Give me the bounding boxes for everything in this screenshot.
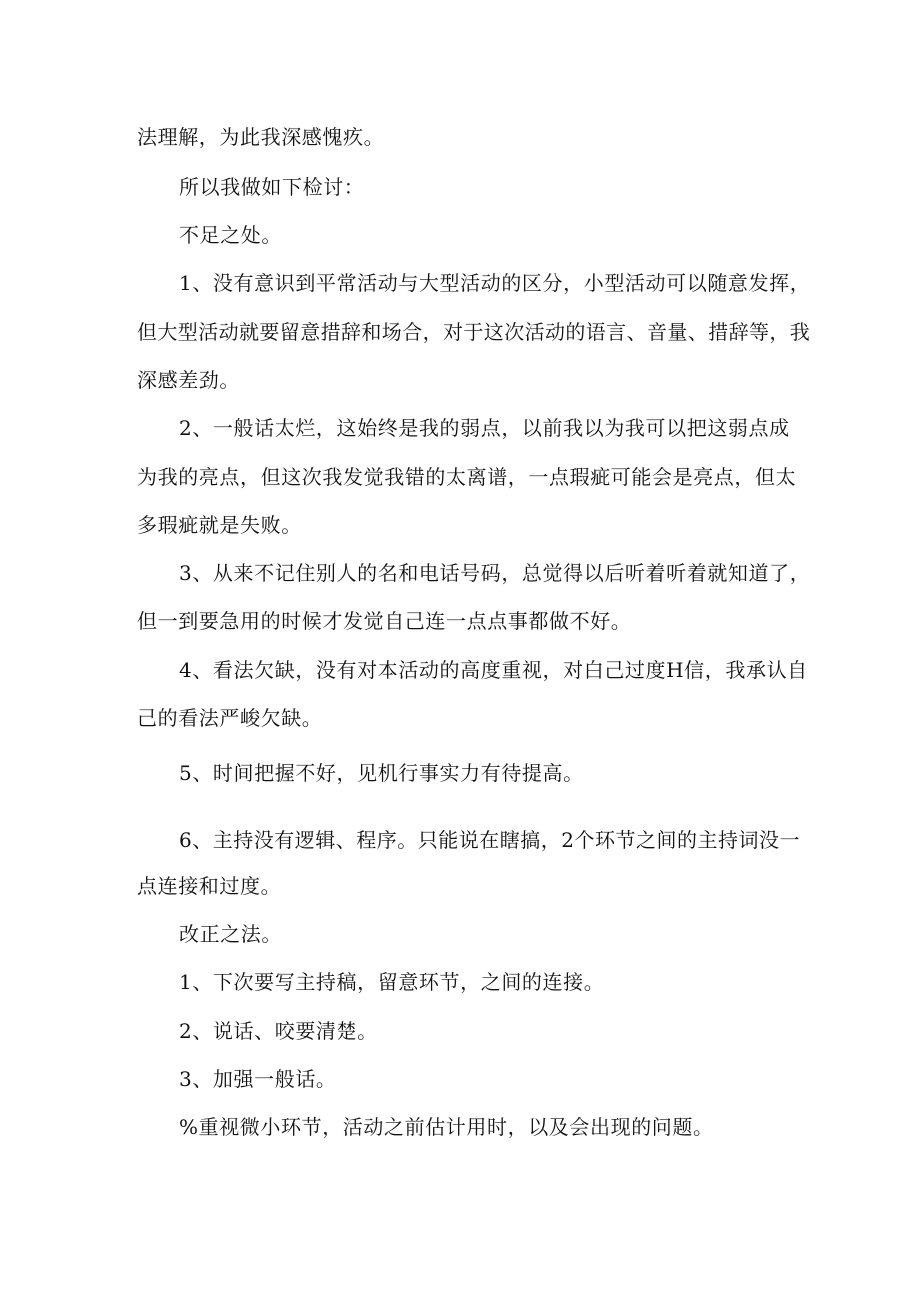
text-line-13: 己的看法严峻欠缺。 <box>137 706 323 730</box>
text-line-15: 6、主持没有逻辑、程序。只能说在瞎搞，2个环节之间的主持词没一 <box>179 828 800 852</box>
text-line-12: 4、看法欠缺，没有对本活动的高度重视，对白己过度H信，我承认自 <box>179 658 808 682</box>
section-heading-corrections: 改正之法。 <box>179 922 282 946</box>
text-line-14: 5、时间把握不好，见机行事实力有待提高。 <box>179 761 584 785</box>
text-line-4: 1、没有意识到平常活动与大型活动的区分，小型活动可以随意发挥， <box>179 271 811 295</box>
text-line-7: 2、一般话太烂，这始终是我的弱点，以前我以为我可以把这弱点成 <box>179 416 790 440</box>
text-line-2: 所以我做如下检讨： <box>179 175 365 199</box>
text-line-9: 多瑕疵就是失败。 <box>137 513 302 537</box>
text-line-10: 3、从来不记住别人的名和电话号码，总觉得以后听着听着就知道了， <box>179 561 811 585</box>
text-line-11: 但一到要急用的时候才发觉自己连一点点事都做不好。 <box>137 609 632 633</box>
text-line-1: 法理解，为此我深感愧疚。 <box>137 125 385 149</box>
text-line-18: 1、下次要写主持稿，留意环节，之间的连接。 <box>179 970 605 994</box>
section-heading-shortcomings: 不足之处。 <box>179 223 282 247</box>
text-line-16: 点连接和过度。 <box>137 874 282 898</box>
text-line-19: 2、说话、咬要清楚。 <box>179 1019 378 1043</box>
text-line-8: 为我的亮点，但这次我发觉我错的太离谱，一点瑕疵可能会是亮点，但太 <box>137 465 797 489</box>
text-line-21: %重视微小环节，活动之前估计用时，以及会出现的问题。 <box>179 1115 714 1139</box>
text-line-5: 但大型活动就要留意措辞和场合，对于这次活动的语言、音量、措辞等，我 <box>137 320 811 344</box>
text-line-6: 深感差劲。 <box>137 368 240 392</box>
text-line-20: 3、加强一般话。 <box>179 1067 337 1091</box>
